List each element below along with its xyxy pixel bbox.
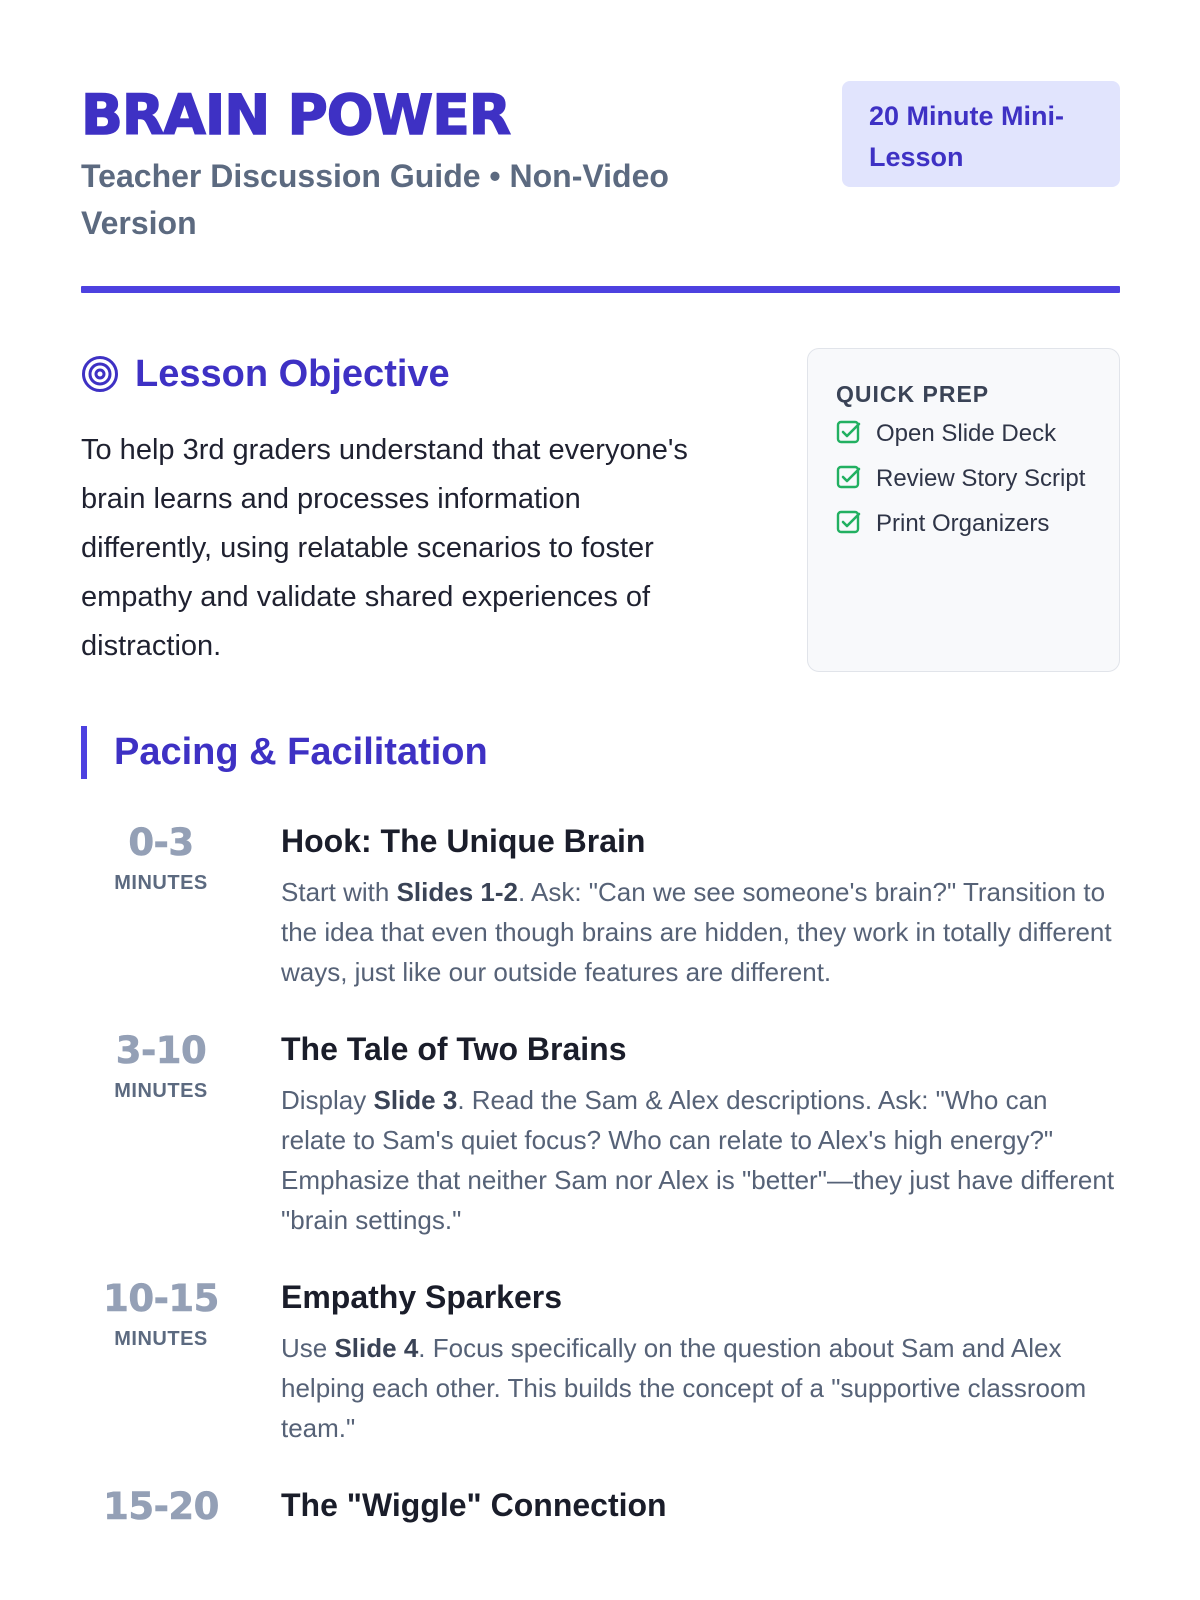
objective-heading bbox=[81, 348, 450, 400]
step-time bbox=[81, 1482, 241, 1532]
quick-prep-list bbox=[836, 417, 1091, 540]
checkbox-checked-icon bbox=[836, 465, 862, 491]
step-description-text: . Ask: "Can we see someone's brain?" Transition to the idea that even though brains are hidden, they work in totally different ways, just like our outside features are different. bbox=[281, 877, 1112, 987]
step-description bbox=[281, 1080, 1116, 1240]
step-minute-unit: MINUTES bbox=[114, 1080, 208, 1102]
step-slide-reference: Slides 1-2 bbox=[396, 877, 518, 907]
step-minute-range: 3-10 bbox=[115, 1029, 207, 1072]
page-subtitle: Teacher Discussion Guide • Non-Video Version bbox=[81, 158, 669, 241]
pacing-step bbox=[81, 818, 1120, 992]
step-title: Empathy Sparkers bbox=[281, 1279, 563, 1315]
header-divider bbox=[81, 286, 1120, 293]
pacing-step bbox=[81, 1482, 1120, 1528]
pacing-timeline bbox=[81, 818, 1120, 1562]
quick-prep-title: QUICK PREP bbox=[836, 381, 990, 407]
step-description-text: Display bbox=[281, 1085, 374, 1115]
page-title: BRAIN POWER bbox=[81, 83, 511, 147]
quick-prep-item bbox=[836, 462, 1091, 495]
quick-prep-item-label: Review Story Script bbox=[876, 465, 1086, 492]
objective-text: To help 3rd graders understand that everyone's brain learns and processes information differently, using relatable scenarios to foster empathy and validate shared experiences of distraction. bbox=[81, 434, 688, 662]
step-time bbox=[81, 1274, 241, 1351]
step-minute-unit: MINUTES bbox=[114, 1328, 208, 1350]
quick-prep-card bbox=[807, 348, 1120, 672]
pacing-step bbox=[81, 1026, 1120, 1240]
step-body bbox=[281, 1274, 1116, 1448]
pacing-step bbox=[81, 1274, 1120, 1448]
target-icon bbox=[81, 355, 119, 393]
step-slide-reference: Slide 4 bbox=[334, 1333, 419, 1363]
pacing-heading: Pacing & Facilitation bbox=[81, 726, 488, 779]
step-description-text: Start with bbox=[281, 877, 397, 907]
step-body bbox=[281, 818, 1116, 992]
discussion-guide-page bbox=[81, 0, 1120, 1528]
page-header bbox=[81, 0, 1120, 296]
step-description-text: Use bbox=[281, 1333, 335, 1363]
checkbox-checked-icon bbox=[836, 420, 862, 446]
step-title: Hook: The Unique Brain bbox=[281, 823, 646, 859]
step-body bbox=[281, 1482, 1116, 1528]
checkbox-checked-icon bbox=[836, 510, 862, 536]
step-slide-reference: Slide 3 bbox=[373, 1085, 458, 1115]
quick-prep-item bbox=[836, 507, 1091, 540]
quick-prep-item-label: Print Organizers bbox=[876, 510, 1050, 537]
quick-prep-item-label: Open Slide Deck bbox=[876, 420, 1057, 447]
step-title: The "Wiggle" Connection bbox=[281, 1487, 667, 1523]
step-description bbox=[281, 872, 1116, 992]
duration-badge: 20 Minute Mini-Lesson bbox=[842, 81, 1120, 187]
step-minute-range: 0-3 bbox=[128, 821, 194, 864]
step-time bbox=[81, 818, 241, 895]
step-title: The Tale of Two Brains bbox=[281, 1031, 627, 1067]
step-description bbox=[281, 1328, 1116, 1448]
objective-heading-label: Lesson Objective bbox=[135, 353, 450, 395]
step-time bbox=[81, 1026, 241, 1103]
step-minute-range: 15-20 bbox=[103, 1485, 219, 1528]
step-minute-unit: MINUTES bbox=[114, 872, 208, 894]
step-minute-range: 10-15 bbox=[103, 1277, 219, 1320]
step-description-text: . Focus specifically on the question about Sam and Alex helping each other. This builds the concept of a "supportive classroom team." bbox=[281, 1333, 1087, 1443]
quick-prep-item bbox=[836, 417, 1091, 450]
step-description-text: . Read the Sam & Alex descriptions. Ask: "Who can relate to Sam's quiet focus? Who can relate to Alex's high energy?" Emphasize that neither Sam nor Alex is "better"—they just have different "brain settings." bbox=[281, 1085, 1115, 1235]
step-body bbox=[281, 1026, 1116, 1240]
